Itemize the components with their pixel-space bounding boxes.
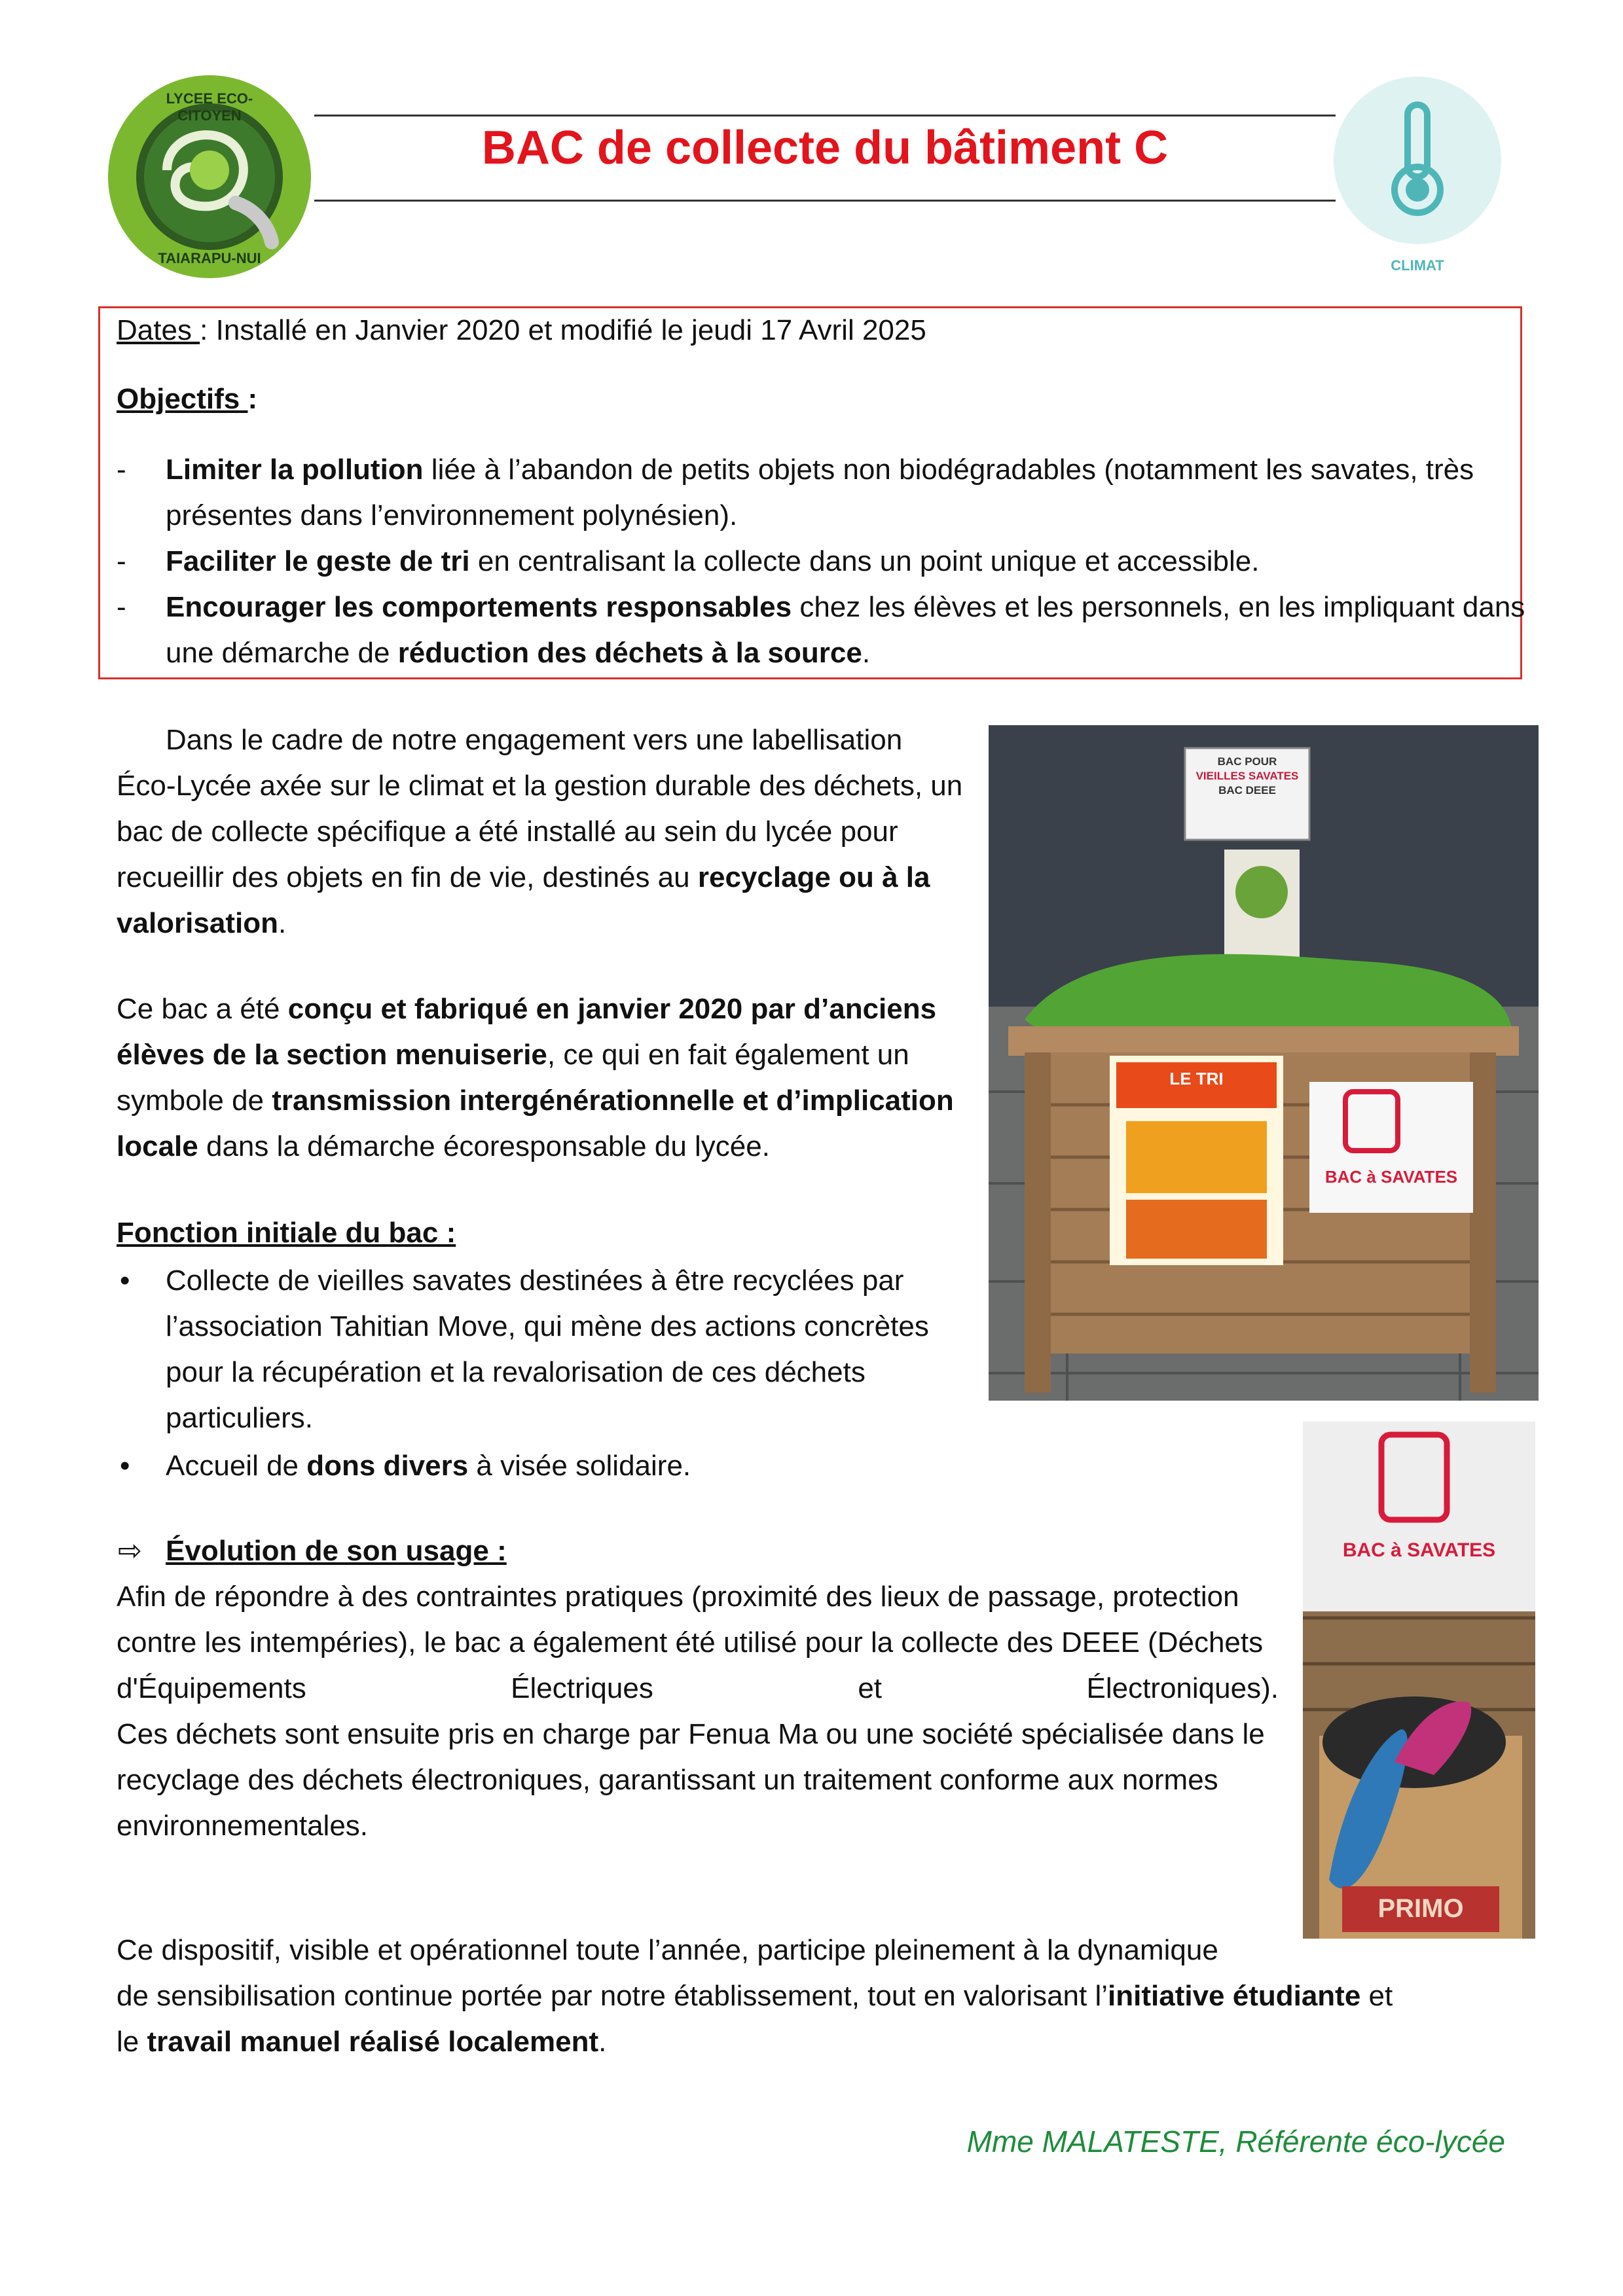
photo1-sign-top: BAC POUR VIEILLES SAVATES BAC DEEE (1195, 755, 1299, 797)
evolution-heading: Évolution de son usage : (166, 1535, 507, 1567)
origin-paragraph: Ce bac a été conçu et fabriqué en janvier 2020 par d’anciens élèves de la section menuiserie, ce qui en fait également un symbole de transmission intergénérationnelle et d’implication locale dans la démarche écoresponsable du lycée. (117, 993, 954, 1162)
objective-item: Limiter la pollution liée à l’abandon de petits objets non biodégradables (notamment les savates, très (166, 454, 1474, 486)
climat-logo (1332, 75, 1503, 285)
photo2-box-label: PRIMO (1377, 1894, 1464, 1923)
bullet-dot: • (120, 1265, 130, 1297)
objective-dash: - (117, 545, 126, 577)
objective-item-cont: une démarche de réduction des déchets à la source. (166, 637, 871, 669)
evolution-paragraph: Afin de répondre à des contraintes pratiques (proximité des lieux de passage, protection contre les intempéries), le bac a également été utilisé pour la collecte des DEEE (Déchets d'Équipements Électriques et Électroniques). Ces déchets sont ensuite pris en charge par Fenua Ma ou une société spécialisée dans le recyclage des déchets électroniques, garantissant un traitement conforme aux normes environnementales. (117, 1581, 1279, 1842)
evolution-arrow-icon: ⇨ (118, 1535, 142, 1567)
intro-paragraph: Dans le cadre de notre engagement vers une labellisation Éco-Lycée axée sur le climat et la gestion durable des déchets, un bac de collecte spécifique a été installé au sein du lycée pour recueillir des objets en fin de vie, destinés au recyclage ou à la valorisation. (117, 724, 963, 939)
conclusion-paragraph: Ce dispositif, visible et opérationnel toute l’année, participe pleinement à la dynamique de sensibilisation continue portée par notre établissement, tout en valorisant l’initiative étudiante et le travail manuel réalisé localement. (117, 1934, 1393, 2058)
photo1-sign-label: BAC à SAVATES (1324, 1167, 1458, 1187)
bullet-dot: • (120, 1450, 130, 1482)
climat-label: CLIMAT (1391, 257, 1444, 274)
dates-line (117, 308, 926, 353)
objective-item-cont: présentes dans l’environnement polynésien). (166, 499, 738, 531)
photo2-sign-label: BAC à SAVATES (1342, 1539, 1496, 1561)
photo-sandal-box (1303, 1422, 1535, 1939)
objective-dash: - (117, 454, 126, 486)
objective-item: Faciliter le geste de tri en centralisant la collecte dans un point unique et accessible. (166, 545, 1260, 577)
school-logo (105, 72, 314, 281)
photo-collection-bin (989, 725, 1539, 1401)
fonction-heading: Fonction initiale du bac : (117, 1217, 456, 1249)
objectifs-heading: Objectifs : (117, 383, 258, 415)
title-rule-top (314, 115, 1336, 117)
logo-text-bottom: TAIARAPU-NUI (158, 250, 261, 266)
title-rule-bottom (314, 200, 1336, 202)
fonction-item: Collecte de vieilles savates destinées à être recyclées par l’association Tahitian Move, qui mène des actions concrètes pour la récupération et la revalorisation de ces déchets particuliers. (166, 1265, 929, 1434)
dates-text: Installé en Janvier 2020 et modifié le jeudi 17 Avril 2025 (215, 314, 926, 346)
page-title: BAC de collecte du bâtiment C (481, 122, 1169, 174)
objective-item: Encourager les comportements responsables chez les élèves et les personnels, en les impliquant dans (166, 591, 1525, 623)
logo-text-top: LYCEE ECO-CITOYEN (166, 90, 253, 124)
objective-dash: - (117, 591, 126, 623)
signature: Mme MALATESTE, Référente éco-lycée (966, 2125, 1505, 2159)
photo1-poster-title: LE TRI (1169, 1069, 1224, 1088)
fonction-item: Accueil de dons divers à visée solidaire. (166, 1450, 691, 1482)
dates-colon: : (200, 314, 216, 346)
dates-label: Dates (117, 314, 200, 346)
